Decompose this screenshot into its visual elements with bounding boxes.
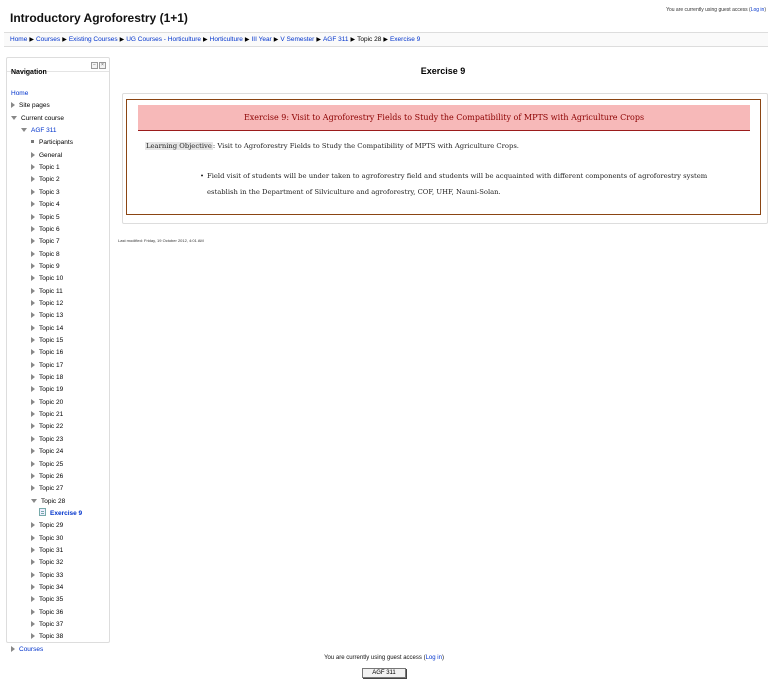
nav-item-label: Topic 31 [39, 546, 64, 554]
nav-current-course[interactable] [11, 113, 64, 125]
nav-item-label[interactable]: Exercise 9 [50, 509, 83, 517]
bullet-icon [31, 140, 34, 143]
nav-topic-item[interactable] [31, 520, 63, 532]
expand-arrow-icon [31, 251, 35, 257]
expand-arrow-icon [31, 584, 35, 590]
nav-item-label: Current course [21, 114, 64, 122]
expand-arrow-icon [31, 448, 35, 454]
expand-arrow-icon [31, 337, 35, 343]
nav-item-label: Topic 25 [39, 460, 64, 468]
expand-arrow-icon [31, 362, 35, 368]
nav-topic-item[interactable] [31, 261, 60, 273]
nav-site-pages[interactable] [11, 100, 50, 112]
expand-arrow-icon [31, 189, 35, 195]
nav-topic-item[interactable] [31, 471, 63, 483]
nav-item-label: Topic 27 [39, 485, 64, 493]
login-link-bottom[interactable]: Log in [425, 655, 442, 661]
objective-label: Learning Objective [146, 142, 212, 150]
nav-item-label: Topic 18 [39, 374, 64, 382]
navigation-title: Navigation [11, 69, 47, 76]
nav-home[interactable] [11, 88, 28, 100]
page-header [0, 0, 768, 30]
nav-item-label: Topic 11 [39, 287, 63, 295]
breadcrumb-separator-icon: ▶ [244, 37, 250, 43]
expand-arrow-icon [31, 263, 35, 269]
nav-topic-item[interactable] [31, 459, 63, 471]
breadcrumb [4, 32, 768, 47]
breadcrumb-separator-icon: ▶ [119, 37, 125, 43]
nav-topic-item[interactable] [31, 372, 63, 384]
expand-arrow-icon [31, 164, 35, 170]
breadcrumb-item[interactable]: Horticulture [209, 36, 243, 43]
nav-topic-item[interactable] [31, 236, 60, 248]
nav-topic-item[interactable] [31, 483, 63, 495]
nav-item-label: Topic 37 [39, 621, 64, 629]
nav-item-label: Topic 15 [39, 337, 64, 344]
expand-arrow-icon [31, 275, 35, 281]
nav-participants[interactable] [31, 137, 73, 149]
block-controls [90, 62, 106, 80]
expand-arrow-icon [31, 201, 35, 207]
nav-topic-item[interactable] [31, 298, 63, 310]
nav-topic-item[interactable] [31, 187, 60, 199]
nav-item-label: Site pages [19, 102, 50, 110]
exercise-title-bar [138, 105, 750, 131]
dock-block-icon[interactable]: − [91, 62, 98, 69]
nav-item-label: Topic 16 [39, 349, 64, 357]
expand-arrow-icon [31, 535, 35, 541]
nav-item-label: Topic 13 [39, 312, 64, 320]
breadcrumb-separator-icon: ▶ [273, 37, 279, 43]
expand-arrow-icon [31, 386, 35, 392]
nav-item-label: Topic 35 [39, 596, 64, 604]
nav-item-label: Topic 6 [39, 225, 60, 233]
collapse-arrow-icon [21, 128, 27, 132]
expand-arrow-icon [31, 436, 35, 442]
nav-topic-item[interactable] [31, 619, 63, 631]
nav-item-label: Topic 32 [39, 559, 64, 567]
objective-text: : Visit to Agroforestry Fields to Study the Compatibility of MPTS with Agriculture Crops. [212, 142, 519, 150]
hide-block-icon[interactable]: × [99, 62, 106, 69]
nav-item-label[interactable]: Home [11, 90, 29, 97]
nav-item-label: Topic 34 [39, 584, 64, 591]
nav-item-label[interactable]: Courses [19, 645, 44, 653]
nav-course-agf-311[interactable] [21, 125, 57, 137]
nav-topic-item[interactable] [31, 310, 63, 322]
breadcrumb-item[interactable]: V Semester [280, 36, 315, 43]
expand-arrow-icon [31, 547, 35, 553]
nav-topic-item[interactable] [31, 249, 60, 261]
nav-item-label: Participants [39, 139, 73, 147]
breadcrumb-separator-icon: ▶ [29, 37, 34, 43]
nav-item-label: Topic 28 [41, 497, 66, 505]
breadcrumb-separator-icon: ▶ [203, 37, 208, 43]
breadcrumb-separator-icon: ▶ [316, 37, 321, 43]
nav-topic-item[interactable] [31, 434, 63, 446]
nav-topic-item[interactable] [31, 323, 63, 335]
nav-exercise-9[interactable] [39, 508, 82, 520]
nav-topic-item[interactable] [31, 347, 63, 359]
nav-topic-item[interactable] [31, 446, 63, 458]
nav-item-label: Topic 38 [39, 633, 64, 641]
expand-arrow-icon [31, 312, 35, 318]
nav-topic-item[interactable] [31, 273, 63, 285]
nav-item-label: Topic 23 [39, 435, 64, 443]
login-status-text: You are currently using guest access [666, 7, 748, 13]
nav-item-label: Topic 4 [39, 201, 60, 209]
expand-arrow-icon [31, 609, 35, 615]
expand-arrow-icon [31, 176, 35, 182]
nav-topic-28[interactable] [31, 496, 65, 508]
expand-arrow-icon [31, 349, 35, 355]
expand-arrow-icon [31, 633, 35, 639]
nav-item-label: Topic 10 [39, 275, 64, 283]
nav-item-label: Topic 24 [39, 448, 64, 456]
nav-topic-item[interactable] [31, 545, 63, 557]
expand-arrow-icon [31, 461, 35, 467]
expand-arrow-icon [31, 559, 35, 565]
breadcrumb-item[interactable]: UG Courses - Horticulture [126, 36, 201, 43]
navigation-block [6, 57, 110, 653]
nav-item-label: Topic 12 [39, 299, 64, 307]
site-title: Introductory Agroforestry (1+1) [10, 11, 188, 25]
page-icon [39, 508, 46, 516]
nav-item-label: Topic 22 [39, 423, 64, 431]
expand-arrow-icon [31, 226, 35, 232]
login-info-bottom: You are currently using guest access (Log in) [324, 655, 444, 661]
nav-item-label: Topic 21 [39, 411, 64, 419]
breadcrumb-item[interactable]: III Year [251, 36, 272, 43]
bullet-dot-icon: • [200, 172, 205, 180]
nav-topic-item[interactable] [31, 174, 60, 186]
nav-topic-item[interactable] [31, 594, 63, 606]
nav-topic-item[interactable] [31, 286, 63, 298]
nav-item-label: Topic 1 [39, 164, 60, 172]
expand-arrow-icon [31, 423, 35, 429]
exercise-title: Exercise 9: Visit to Agroforestry Fields to Study the Compatibility of MPTS with Agriculture Crops [243, 113, 645, 122]
nav-item-label: Topic 3 [39, 188, 60, 196]
nav-general[interactable] [31, 150, 62, 162]
expand-arrow-icon [31, 288, 35, 294]
login-info-top: You are currently using guest access (Log in) [666, 7, 766, 13]
nav-topic-item[interactable] [31, 631, 63, 643]
nav-topic-item[interactable] [31, 421, 63, 433]
navigation-block-header [7, 58, 109, 76]
expand-arrow-icon [31, 214, 35, 220]
footer-login-text: You are currently using guest access [324, 655, 422, 661]
expand-arrow-icon [31, 152, 35, 158]
nav-item-label: Topic 26 [39, 472, 64, 480]
nav-topic-item[interactable] [31, 533, 63, 545]
learning-objective [145, 142, 519, 150]
nav-item-label[interactable]: AGF 311 [31, 127, 57, 135]
expand-arrow-icon [31, 300, 35, 306]
login-link-top[interactable]: Log in [750, 7, 765, 13]
expand-arrow-icon [31, 522, 35, 528]
nav-item-label: Topic 20 [39, 398, 64, 406]
expand-arrow-icon [31, 399, 35, 405]
nav-item-label: Topic 17 [39, 361, 64, 369]
bullet-list [200, 168, 727, 200]
breadcrumb-item[interactable]: Existing Courses [68, 36, 118, 43]
nav-topic-item[interactable] [31, 360, 63, 372]
nav-item-label: Topic 7 [39, 238, 60, 246]
nav-topic-item[interactable] [31, 199, 60, 211]
nav-topic-item[interactable] [31, 162, 60, 174]
expand-arrow-icon [31, 572, 35, 578]
expand-arrow-icon [31, 374, 35, 380]
nav-item-label: Topic 9 [39, 262, 60, 270]
course-home-button[interactable]: AGF 311 [362, 668, 406, 678]
breadcrumb-separator-icon: ▶ [62, 37, 67, 43]
collapse-arrow-icon [31, 499, 37, 503]
nav-item-label: Topic 14 [39, 324, 64, 332]
nav-courses[interactable] [11, 644, 43, 656]
breadcrumb-item[interactable]: Courses [35, 36, 61, 43]
nav-item-label: General [39, 151, 63, 159]
expand-arrow-icon [31, 238, 35, 244]
nav-item-label: Topic 2 [39, 176, 60, 184]
nav-topic-item[interactable] [31, 397, 63, 409]
expand-arrow-icon [31, 411, 35, 417]
nav-topic-item[interactable] [31, 335, 63, 347]
expand-arrow-icon [31, 325, 35, 331]
nav-topic-item[interactable] [31, 212, 60, 224]
breadcrumb-item[interactable]: AGF 311 [322, 36, 349, 43]
nav-item-label: Topic 30 [39, 534, 64, 542]
expand-arrow-icon [31, 596, 35, 602]
expand-arrow-icon [31, 473, 35, 479]
collapse-arrow-icon [11, 116, 17, 120]
last-modified: Last modified: Friday, 19 October 2012, 4:01 AM [118, 238, 204, 243]
nav-topic-item[interactable] [31, 224, 60, 236]
breadcrumb-item[interactable]: Home [10, 36, 28, 43]
exercise-content [126, 99, 761, 215]
expand-arrow-icon [11, 102, 15, 108]
page-title: Exercise 9 [420, 66, 466, 76]
breadcrumb-item: Topic 28 [357, 36, 382, 43]
nav-item-label: Topic 5 [39, 213, 60, 221]
bullet-text: Field visit of students will be under taken to agroforestry field and students will be acquainted with different components of agroforestry system establish in the Department of Silviculture and agroforestry, COF, UHF, Nauni-Solan. [207, 172, 708, 196]
page-footer [0, 655, 768, 679]
nav-topic-item[interactable] [31, 607, 63, 619]
nav-item-label: Topic 36 [39, 608, 64, 616]
nav-topic-item[interactable] [31, 409, 63, 421]
breadcrumb-separator-icon: ▶ [350, 37, 356, 43]
nav-topic-item[interactable] [31, 384, 63, 396]
expand-arrow-icon [31, 485, 35, 491]
nav-item-label: Topic 29 [39, 522, 64, 530]
nav-item-label: Topic 8 [39, 250, 60, 258]
nav-item-label: Topic 33 [39, 571, 64, 579]
breadcrumb-separator-icon: ▶ [383, 37, 388, 43]
nav-topic-item[interactable] [31, 557, 63, 569]
nav-topic-item[interactable] [31, 570, 63, 582]
breadcrumb-item[interactable]: Exercise 9 [389, 36, 421, 43]
expand-arrow-icon [11, 646, 15, 652]
expand-arrow-icon [31, 621, 35, 627]
nav-item-label: Topic 19 [39, 386, 64, 394]
nav-topic-item[interactable] [31, 582, 63, 594]
